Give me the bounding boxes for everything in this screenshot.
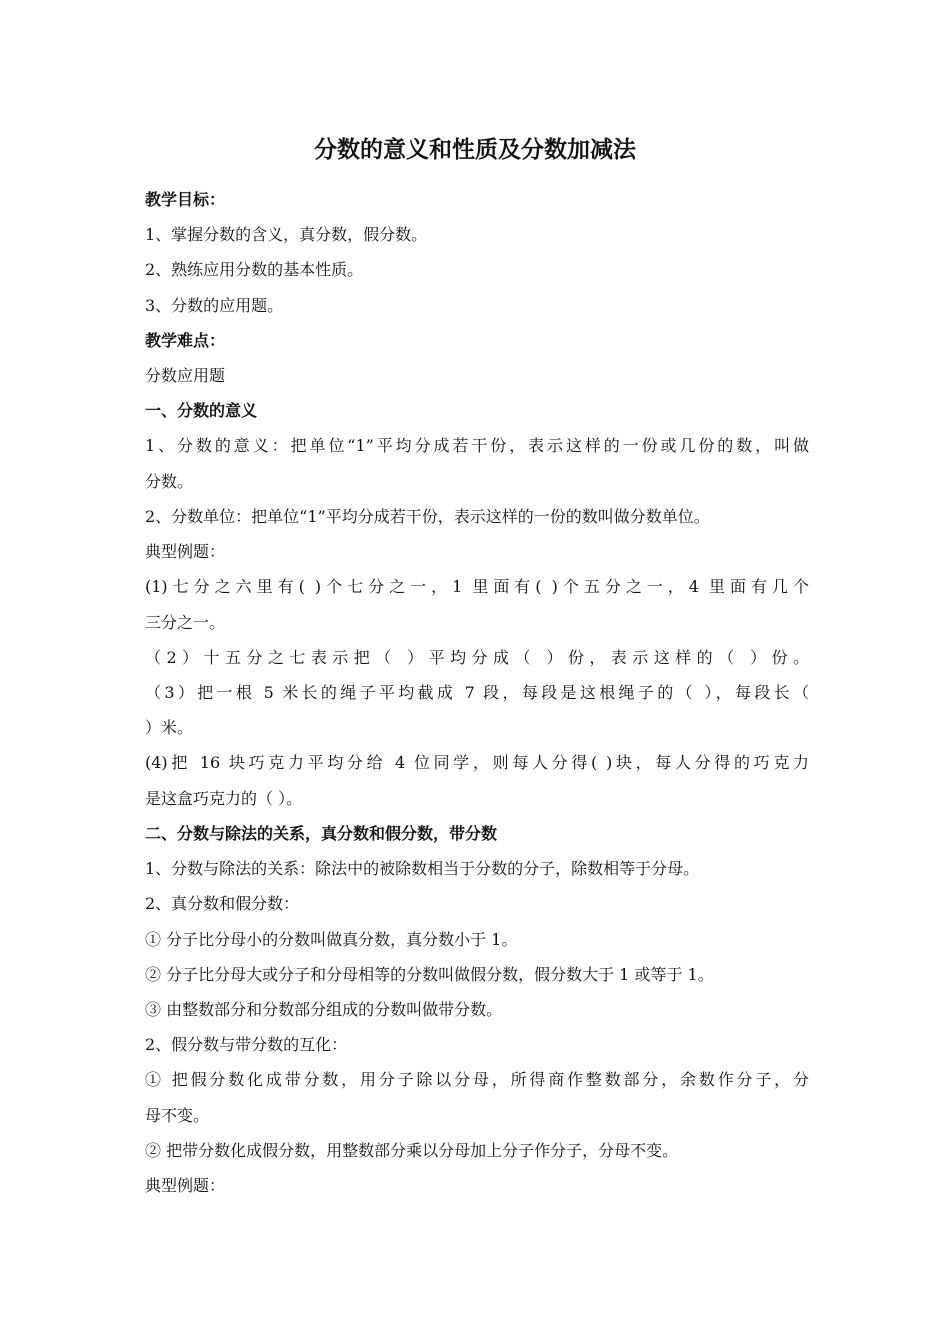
paragraph-line: 2、真分数和假分数： [145,894,300,913]
objective-item: 1、掌握分数的含义，真分数，假分数。 [145,225,428,244]
examples-label: 典型例题： [145,1176,226,1195]
paragraph-line: 1、分数与除法的关系：除法中的被除数相当于分数的分子，除数相等于分母。 [145,859,700,878]
exercise-line: 三分之一。 [145,613,226,632]
list-item: ① 分子比分母小的分数叫做真分数，真分数小于 1。 [145,930,518,949]
exercise-line: （3）把一根 5 米长的绳子平均截成 7 段，每段是这根绳子的（ ），每段长（ [145,683,809,702]
exercise-line: （2）十五分之七表示把（ ）平均分成（ ）份，表示这样的（ ）份。 [145,648,809,667]
difficulty-text: 分数应用题 [145,366,226,385]
paragraph-line: 2、分数单位：把单位“1”平均分成若干份，表示这样的一份的数叫做分数单位。 [145,507,710,526]
objective-item: 3、分数的应用题。 [145,296,284,315]
paragraph-line: 2、假分数与带分数的互化： [145,1035,348,1054]
list-item: ② 分子比分母大或分子和分母相等的分数叫做假分数，假分数大于 1 或等于 1。 [145,965,714,984]
paragraph-line: 1、分数的意义：把单位“1”平均分成若干份，表示这样的一份或几份的数，叫做 [145,436,809,455]
document-title: 分数的意义和性质及分数加减法 [314,136,636,163]
section-heading-difficulties: 教学难点： [145,331,226,350]
exercise-line: ）米。 [145,718,194,737]
section-heading-objectives: 教学目标： [145,190,226,209]
section-heading-meaning: 一、分数的意义 [145,401,258,420]
list-item: ③ 由整数部分和分数部分组成的分数叫做带分数。 [145,1000,503,1019]
paragraph-line: 分数。 [145,472,194,491]
objective-item: 2、熟练应用分数的基本性质。 [145,260,364,279]
exercise-line: (4)把 16 块巧克力平均分给 4 位同学，则每人分得( )块，每人分得的巧克力 [145,753,809,772]
examples-label: 典型例题： [145,542,226,561]
list-item: ① 把假分数化成带分数，用分子除以分母，所得商作整数部分，余数作分子，分 [145,1070,809,1089]
exercise-line: (1)七分之六里有( )个七分之一，1 里面有( )个五分之一，4 里面有几个 [145,577,809,596]
section-heading-division: 二、分数与除法的关系，真分数和假分数，带分数 [145,824,498,843]
list-item: ② 把带分数化成假分数，用整数部分乘以分母加上分子作分子，分母不变。 [145,1141,679,1160]
exercise-line: 是这盒巧克力的（ ）。 [145,789,303,808]
paragraph-line: 母不变。 [145,1106,210,1125]
